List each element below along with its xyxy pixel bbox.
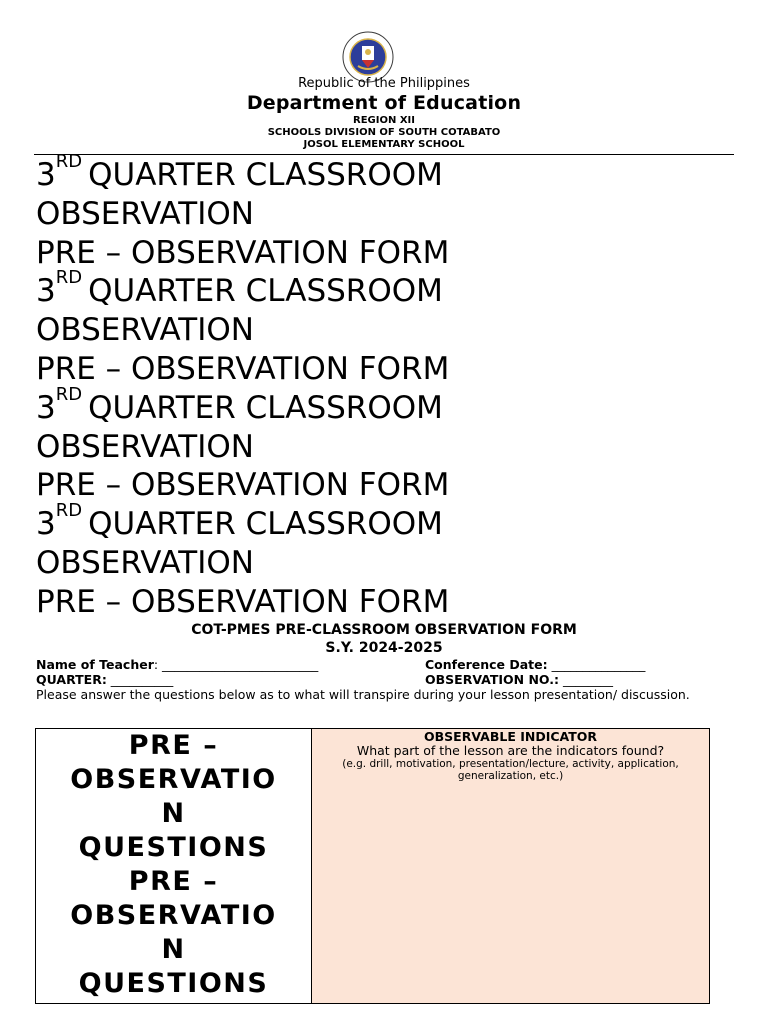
questions-heading-line: QUESTIONS: [78, 968, 269, 999]
title-line-quarter: 3RD QUARTER CLASSROOM: [36, 267, 443, 310]
school-year: S.Y. 2024-2025: [325, 640, 443, 656]
pre-observation-table: [35, 728, 710, 1004]
title-line-observation: OBSERVATION: [36, 195, 254, 232]
division-heading: SCHOOLS DIVISION OF SOUTH COTABATO: [267, 127, 501, 138]
title-line-observation: OBSERVATION: [36, 428, 254, 465]
title-line-quarter: 3RD QUARTER CLASSROOM: [36, 500, 443, 543]
indicator-heading: OBSERVABLE INDICATOR: [424, 729, 597, 744]
questions-heading-line: PRE –: [128, 730, 219, 761]
questions-heading-line: N: [161, 934, 186, 965]
indicator-question: What part of the lesson are the indicators found?: [356, 743, 665, 758]
conference-date-field[interactable]: Conference Date: _______________: [425, 657, 646, 672]
teacher-name-field[interactable]: Name of Teacher: _________________________: [36, 657, 319, 672]
repeated-title-block: [36, 151, 736, 622]
title-line-observation: OBSERVATION: [36, 312, 254, 349]
questions-heading-line: OBSERVATIO: [70, 764, 277, 795]
title-line-form: PRE – OBSERVATION FORM: [36, 467, 450, 504]
instructions-text: Please answer the questions below as to what will transpire during your lesson presentation/ discussion.: [36, 687, 690, 702]
title-line-quarter: 3RD QUARTER CLASSROOM: [36, 383, 443, 426]
questions-heading-line: N: [161, 798, 186, 829]
title-line-form: PRE – OBSERVATION FORM: [36, 350, 450, 387]
quarter-field[interactable]: QUARTER: __________: [36, 672, 174, 687]
title-line-form: PRE – OBSERVATION FORM: [36, 583, 450, 620]
questions-heading-line: QUESTIONS: [78, 832, 269, 863]
header-divider: [34, 154, 734, 155]
title-line-observation: OBSERVATION: [36, 544, 254, 581]
department-heading: Department of Education: [246, 92, 522, 114]
observable-indicator-column[interactable]: [312, 729, 709, 1003]
form-title: COT-PMES PRE-CLASSROOM OBSERVATION FORM: [191, 622, 577, 638]
school-heading: JOSOL ELEMENTARY SCHOOL: [303, 139, 465, 150]
region-heading: REGION XII: [353, 115, 415, 126]
questions-heading-line: OBSERVATIO: [70, 900, 277, 931]
indicator-example: (e.g. drill, motivation, presentation/lecture, activity, application, generalization, etc.): [342, 758, 679, 782]
republic-heading: Republic of the Philippines: [298, 76, 470, 91]
observation-number-field[interactable]: OBSERVATION NO.: ________: [425, 672, 614, 687]
questions-column: [36, 729, 312, 1003]
questions-heading-line: PRE –: [128, 866, 219, 897]
title-line-form: PRE – OBSERVATION FORM: [36, 234, 450, 271]
title-line-quarter: 3RD QUARTER CLASSROOM: [36, 151, 443, 193]
